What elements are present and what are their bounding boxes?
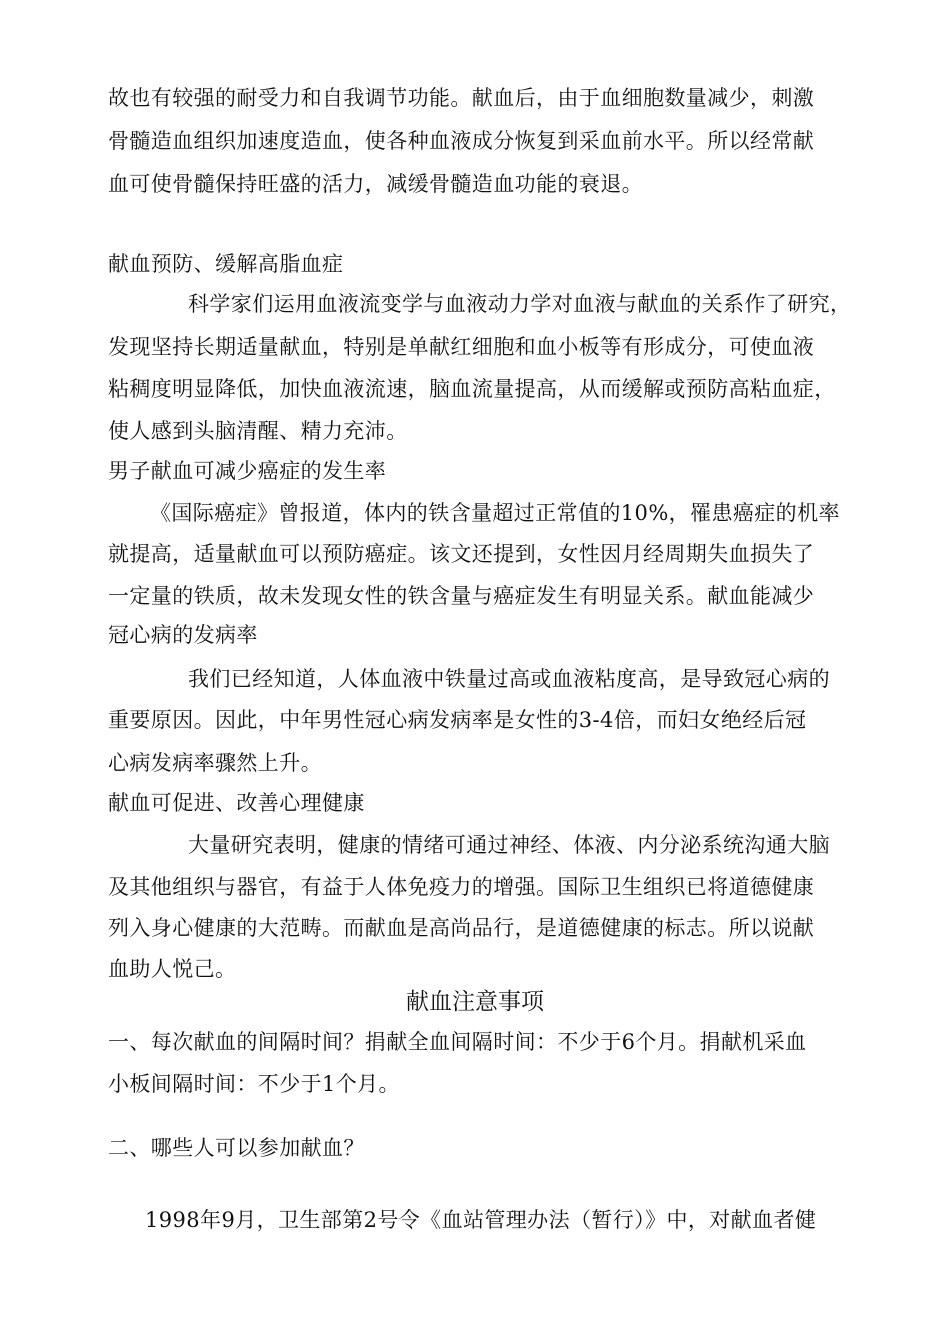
paragraph-line: 骨髓造血组织加速度造血，使各种血液成分恢复到采血前水平。所以经常献 bbox=[108, 129, 815, 153]
paragraph-line: 使人感到头脑清醒、精力充沛。 bbox=[108, 419, 408, 443]
paragraph-line: 重要原因。因此，中年男性冠心病发病率是女性的3-4倍，而妇女绝经后冠 bbox=[108, 708, 807, 732]
section-heading: 献血可促进、改善心理健康 bbox=[108, 791, 365, 815]
paragraph-line: 血助人悦己。 bbox=[108, 957, 237, 981]
paragraph-line: 血可使骨髓保持旺盛的活力，减缓骨髓造血功能的衰退。 bbox=[108, 172, 643, 196]
paragraph-line: 《国际癌症》曾报道，体内的铁含量超过正常值的10%，罹患癌症的机率 bbox=[150, 501, 840, 525]
paragraph-line: 1998年9月，卫生部第2号令《血站管理办法（暂行）》中，对献血者健 bbox=[145, 1208, 817, 1232]
question-heading: 二、哪些人可以参加献血？ bbox=[108, 1136, 365, 1160]
section-title: 献血注意事项 bbox=[406, 989, 544, 1015]
paragraph-line: 故也有较强的耐受力和自我调节功能。献血后，由于血细胞数量减少，刺激 bbox=[108, 86, 815, 110]
paragraph-line: 大量研究表明，健康的情绪可通过神经、体液、内分泌系统沟通大脑 bbox=[188, 833, 830, 857]
paragraph-line: 及其他组织与器官，有益于人体免疫力的增强。国际卫生组织已将道德健康 bbox=[108, 875, 815, 899]
section-heading: 献血预防、缓解高脂血症 bbox=[108, 252, 344, 276]
paragraph-line: 心病发病率骤然上升。 bbox=[108, 751, 322, 775]
paragraph-line: 粘稠度明显降低，加快血液流速，脑血流量提高，从而缓解或预防高粘血症， bbox=[108, 377, 836, 401]
paragraph-line: 一、每次献血的间隔时间？捐献全血间隔时间：不少于6个月。捐献机采血 bbox=[108, 1030, 807, 1054]
paragraph-line: 科学家们运用血液流变学与血液动力学对血液与献血的关系作了研究， bbox=[188, 292, 852, 316]
section-heading: 男子献血可减少癌症的发生率 bbox=[108, 459, 387, 483]
paragraph-line: 发现坚持长期适量献血，特别是单献红细胞和血小板等有形成分，可使血液 bbox=[108, 335, 815, 359]
paragraph-line: 冠心病的发病率 bbox=[108, 623, 258, 647]
paragraph-line: 就提高，适量献血可以预防癌症。该文还提到，女性因月经周期失血损失了 bbox=[108, 542, 815, 566]
paragraph-line: 列入身心健康的大范畴。而献血是高尚品行，是道德健康的标志。所以说献 bbox=[108, 916, 815, 940]
paragraph-line: 我们已经知道，人体血液中铁量过高或血液粘度高，是导致冠心病的 bbox=[188, 667, 830, 691]
paragraph-line: 小板间隔时间：不少于1个月。 bbox=[108, 1072, 400, 1096]
paragraph-line: 一定量的铁质，故未发现女性的铁含量与癌症发生有明显关系。献血能减少 bbox=[108, 584, 815, 608]
